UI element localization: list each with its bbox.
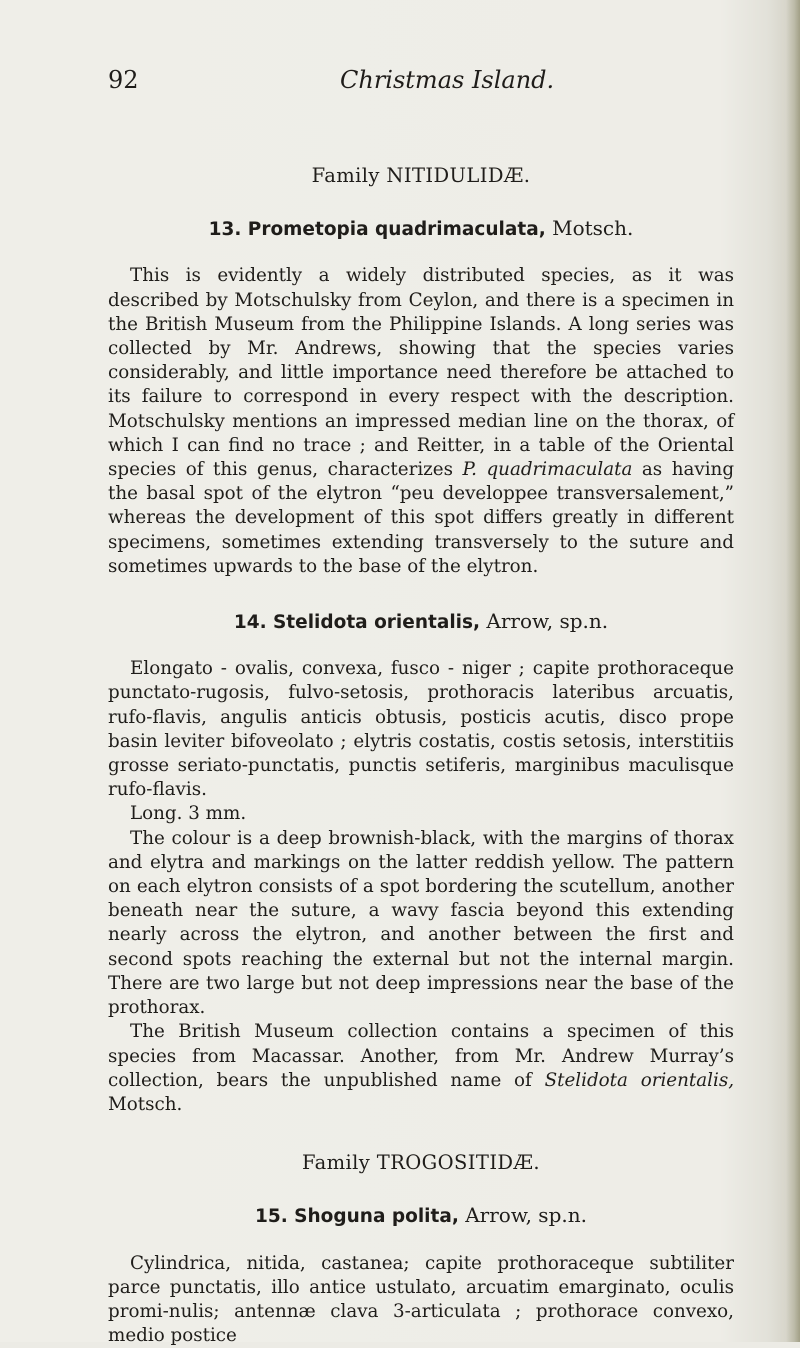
body-paragraph: This is evidently a widely distributed species, as it was described by Motschulsky from Ceylon, and there is a specimen in the British Museum from the Philippine Islands. A long series was collected by Mr. Andrews, showing that the species varies considerably, and little importance need therefore be attached to its failure to correspond in every respect with the description. Motschulsky mentions an impressed median line on the thorax, of which I can find no trace ; and Reitter, in a table of the Oriental species of this genus, characterizes P. quadrimaculata as having the basal spot of the elytron “peu developpee transversalement,” whereas the development of this spot differs greatly in different specimens, sometimes extending transversely to the suture and sometimes upwards to the base of the elytron. — [108, 265, 735, 577]
species-number: 13. — [208, 219, 242, 241]
species-number: 15. — [255, 1206, 288, 1228]
italic-species-reference: Stelidota orientalis, — [544, 1069, 735, 1091]
species-heading-13 — [108, 216, 734, 242]
length-measurement: Long. 3 mm. — [130, 803, 247, 825]
species-author: Motsch. — [552, 216, 634, 241]
species-author: Arrow, sp.n. — [486, 609, 609, 634]
latin-description: Elongato - ovalis, convexa, fusco - niger ; capite prothoraceque punctato-rugosis, fulvo-setosis, prothoracis lateribus arcuatis, rufo-flavis, angulis anticis obtusis, posticis acutis, disco prope basin leviter bifoveolato ; elytris costatis, costis setosis, interstitiis grosse seriato-punctatis, punctis setiferis, marginibus maculisque rufo-flavis. — [108, 658, 734, 801]
body-paragraph: The British Museum collection contains a specimen of this species from Macassar. Another, from Mr. Andrew Murray’s collection, bears the unpublished name of Stelidota orientalis, Motsch. — [108, 1021, 735, 1115]
page-edge-shadow — [786, 0, 800, 1342]
page-content — [108, 164, 734, 1348]
latin-description: Cylindrica, nitida, castanea; capite prothoraceque subtiliter parce punctatis, illo antice ustulato, arcuatim emarginato, oculis promi-nulis; antennæ clava 3-articulata ; prothorace convexo, medio postice — [108, 1252, 734, 1347]
page-header — [108, 66, 728, 106]
species-heading-15 — [108, 1203, 734, 1229]
italic-species-reference: P. quadrimaculata — [462, 459, 633, 481]
section-spacer — [108, 579, 734, 609]
species-name: Prometopia quadrimaculata, — [247, 219, 546, 241]
family-heading-trogositidae: Family TROGOSITIDÆ. — [302, 1151, 540, 1175]
family-heading-nitidulidae: Family NITIDULIDÆ. — [311, 164, 531, 187]
species-heading-14 — [108, 609, 734, 635]
page-number: 92 — [108, 66, 139, 94]
species-number: 14. — [233, 612, 267, 634]
section-spacer — [108, 1117, 734, 1151]
body-paragraph: The colour is a deep brownish-black, with the margins of thorax and elytra and markings on the latter reddish yellow. The pattern on each elytron consists of a spot bordering the scutellum, another beneath near the suture, a wavy fascia beyond this extending nearly across the elytron, and another between the first and second spots reaching the external but not the internal margin. There are two large but not deep impressions near the base of the prothorax. — [108, 827, 734, 1019]
running-title: Christmas Island. — [340, 66, 555, 94]
species-name: Stelidota orientalis, — [272, 612, 481, 634]
species-author: Arrow, sp.n. — [465, 1203, 587, 1228]
species-name: Shoguna polita, — [294, 1206, 459, 1228]
